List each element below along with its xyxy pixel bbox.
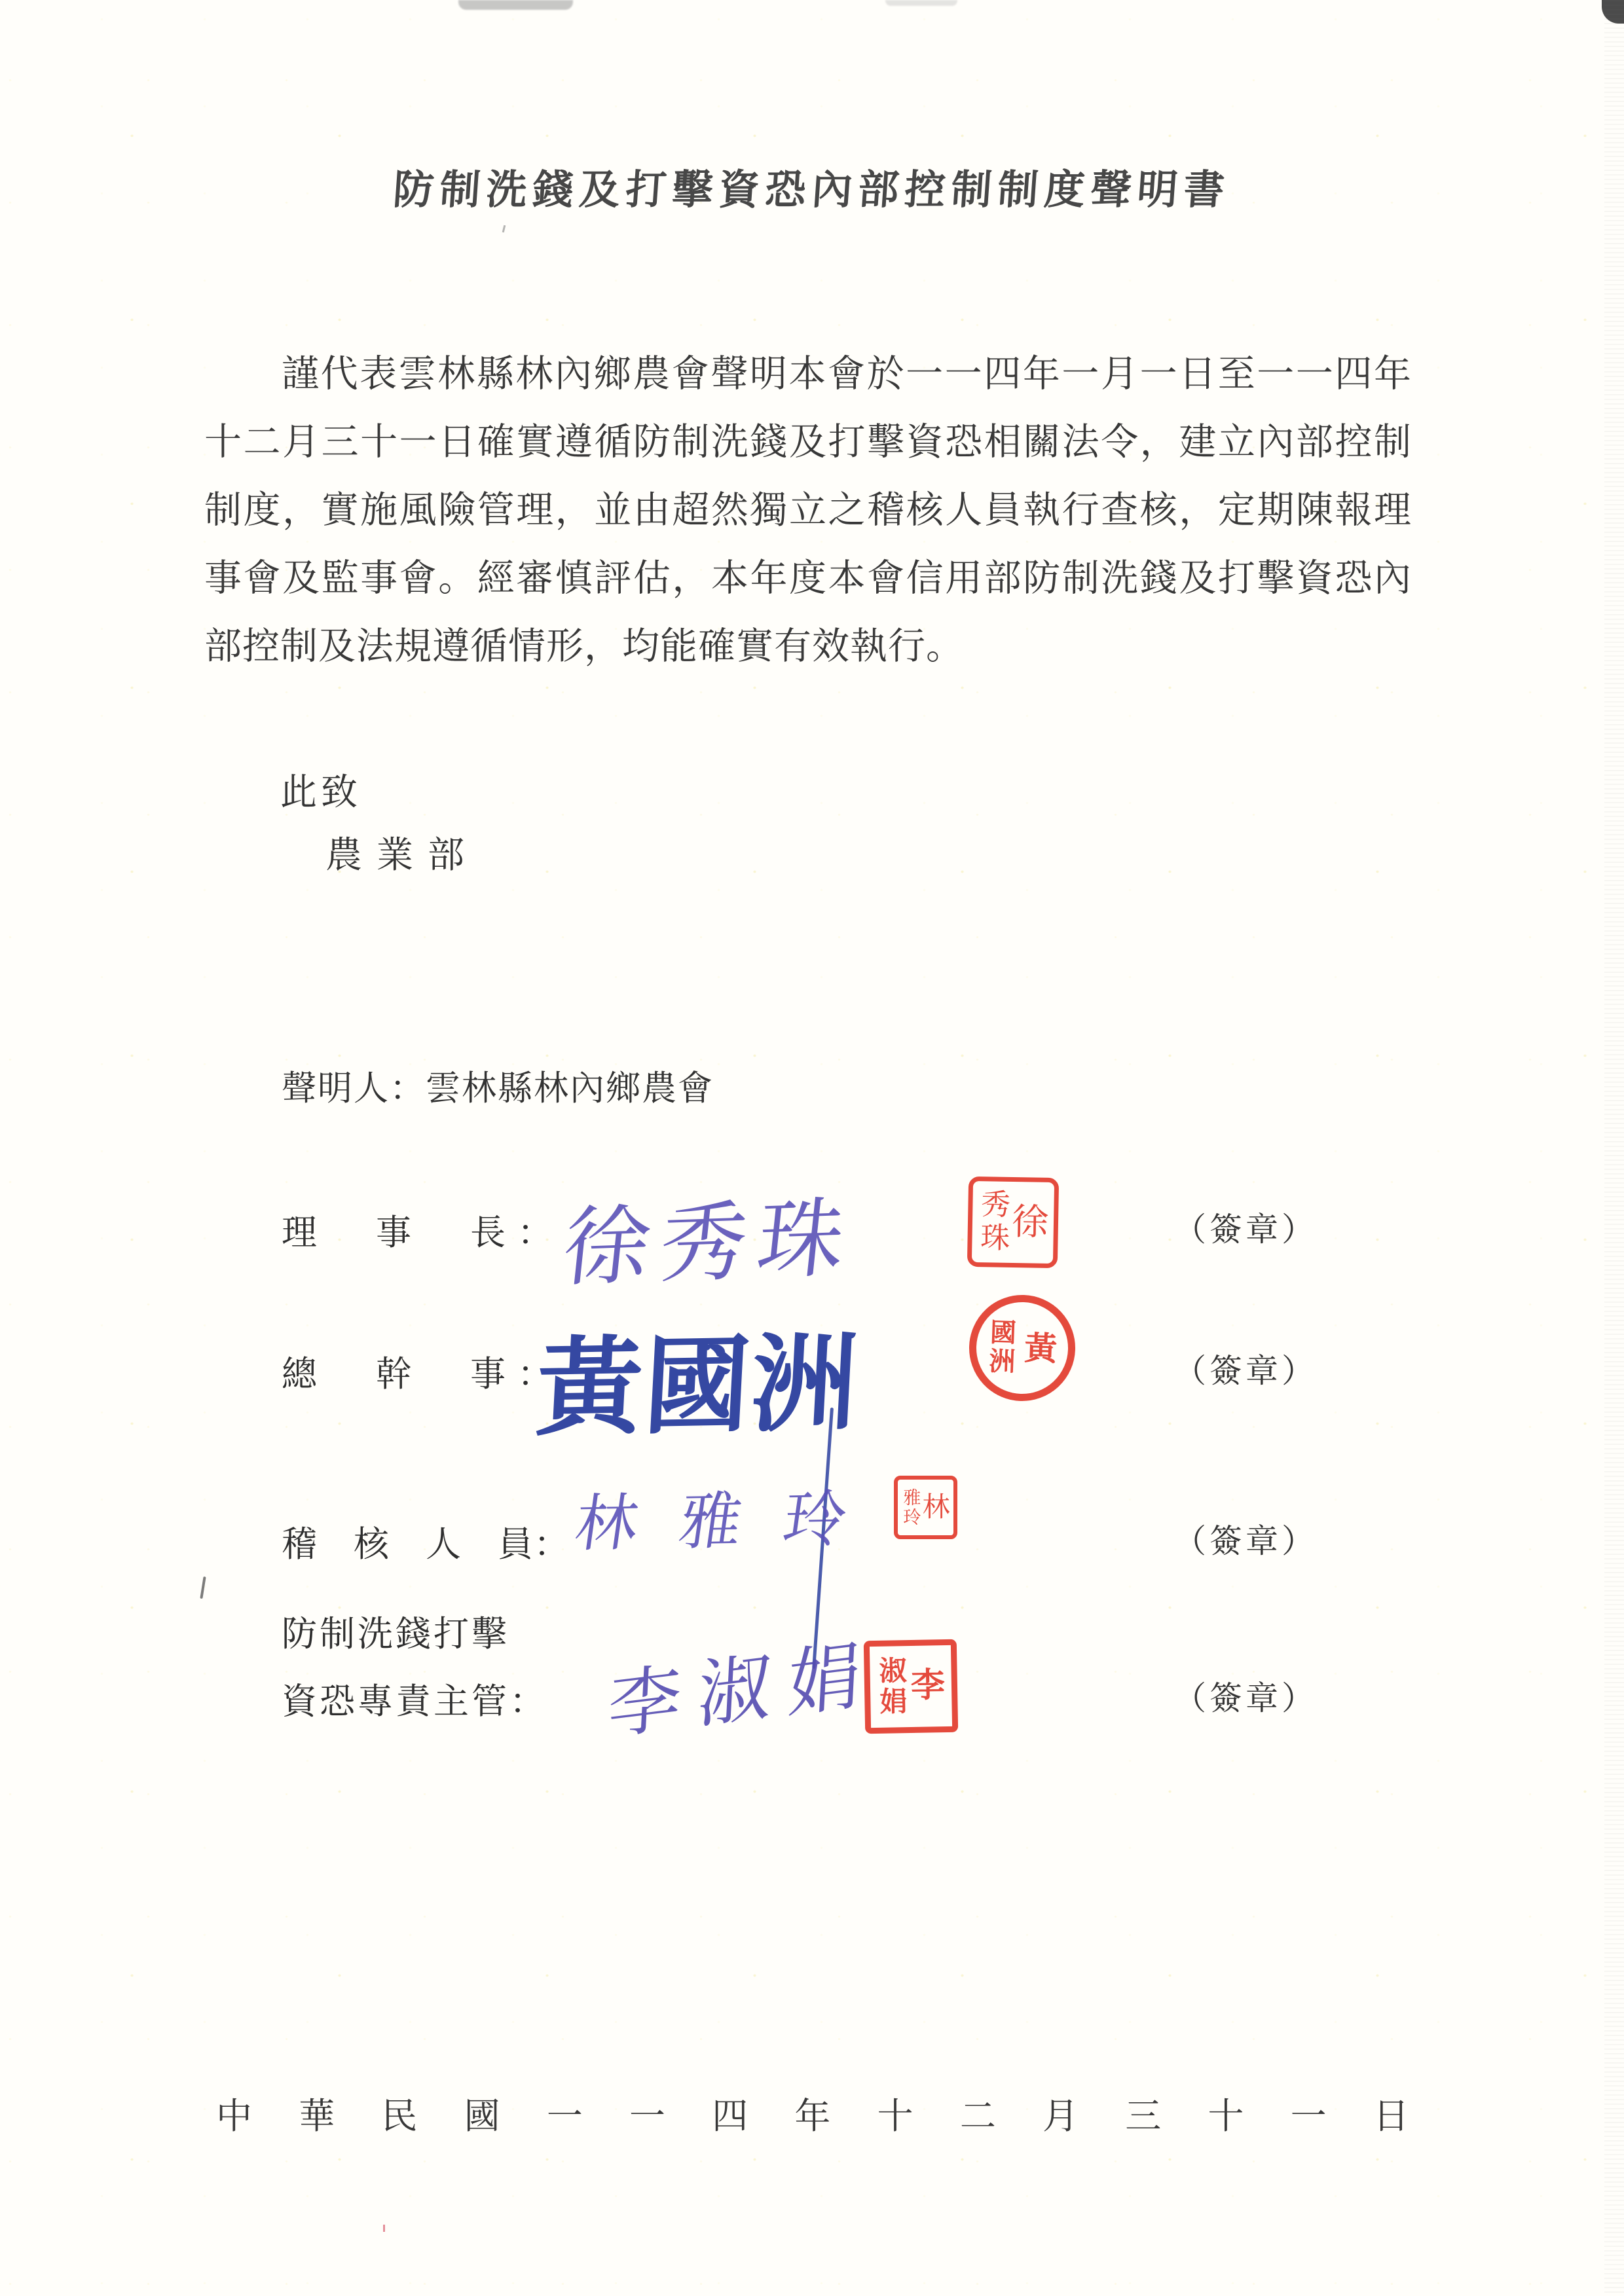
- recipient-agency: 農業部: [325, 835, 479, 876]
- signature-note: （簽章）: [1173, 1211, 1318, 1248]
- scan-edge-streaks: [1604, 0, 1624, 2296]
- paragraph-line-1: 謹代表雲林縣林內鄉農會聲明本會於一一四年一月一日至一一四年: [282, 354, 1412, 395]
- signature-note: （簽章）: [1173, 1353, 1318, 1389]
- seal-left-column: 雅玲: [900, 1487, 921, 1527]
- date-char: 年: [794, 2096, 831, 2136]
- date-char: 日: [1373, 2096, 1409, 2136]
- general-manager-seal: [967, 1293, 1077, 1403]
- date-char: 十: [1208, 2096, 1244, 2136]
- scan-stray-mark-small: [502, 225, 506, 232]
- seal-right-column: 黃: [1024, 1330, 1058, 1368]
- date-line: [216, 2087, 1409, 2139]
- date-char: 月: [1043, 2096, 1079, 2136]
- date-char: 二: [959, 2096, 996, 2136]
- paragraph-line-2: 十二月三十一日確實遵循防制洗錢及打擊資恐相關法令，建立內部控制: [204, 422, 1412, 463]
- seal-left-column: 國洲: [985, 1318, 1017, 1377]
- paragraph-line-4: 事會及監事會。經審慎評估，本年度本會信用部防制洗錢及打擊資恐內: [204, 558, 1412, 599]
- date-char: 一: [629, 2096, 666, 2136]
- general-manager-label: 總 幹 事：: [282, 1355, 564, 1394]
- scan-red-speck: [383, 2225, 385, 2232]
- date-char: 四: [712, 2096, 748, 2136]
- scan-smudge-top: [458, 0, 573, 10]
- seal-right-column: 李: [910, 1667, 946, 1705]
- document-title: 防制洗錢及打擊資恐內部控制制度聲明書: [392, 168, 1232, 213]
- date-char: 華: [299, 2096, 335, 2136]
- signature-note: （簽章）: [1173, 1680, 1318, 1717]
- scan-smudge-top-2: [885, 0, 957, 6]
- chairman-label: 理 事 長：: [282, 1213, 564, 1252]
- date-char: 國: [464, 2096, 500, 2136]
- seal-right-column: 徐: [1011, 1201, 1049, 1243]
- paragraph-line-3: 制度，實施風險管理，並由超然獨立之稽核人員執行查核，定期陳報理: [204, 490, 1412, 531]
- date-char: 民: [381, 2096, 418, 2136]
- general-manager-signature: 黃國洲: [533, 1326, 862, 1449]
- date-char: 十: [877, 2096, 913, 2136]
- date-char: 一: [1290, 2096, 1327, 2136]
- auditor-signature: 林雅玲: [570, 1484, 893, 1559]
- paragraph-line-5: 部控制及法規遵循情形，均能確實有效執行。: [204, 626, 964, 667]
- date-char: 中: [216, 2096, 253, 2136]
- date-char: 一: [546, 2096, 583, 2136]
- declarant-line: 聲明人：雲林縣林內鄉農會: [282, 1070, 714, 1108]
- date-char: 三: [1125, 2096, 1162, 2136]
- auditor-seal: [894, 1476, 957, 1539]
- chairman-signature: 徐秀珠: [559, 1190, 860, 1298]
- seal-left-column: 淑娟: [875, 1656, 906, 1718]
- aml-officer-label-line1: 防制洗錢打擊: [282, 1614, 509, 1654]
- seal-right-column: 林: [922, 1492, 950, 1523]
- salutation: 此致: [280, 773, 361, 813]
- chairman-seal: [967, 1176, 1059, 1268]
- aml-officer-seal: [864, 1639, 958, 1734]
- scan-corner-mark: [1602, 0, 1624, 24]
- aml-officer-signature: 李淑娟: [606, 1633, 880, 1749]
- seal-left-column: 秀珠: [975, 1188, 1010, 1256]
- auditor-label: 稽 核 人 員：: [282, 1525, 570, 1564]
- scan-stray-mark: [200, 1576, 206, 1599]
- signature-note: （簽章）: [1173, 1523, 1318, 1559]
- declaration-paragraph: [204, 340, 1412, 681]
- aml-officer-label-line2: 資恐專責主管：: [282, 1682, 547, 1721]
